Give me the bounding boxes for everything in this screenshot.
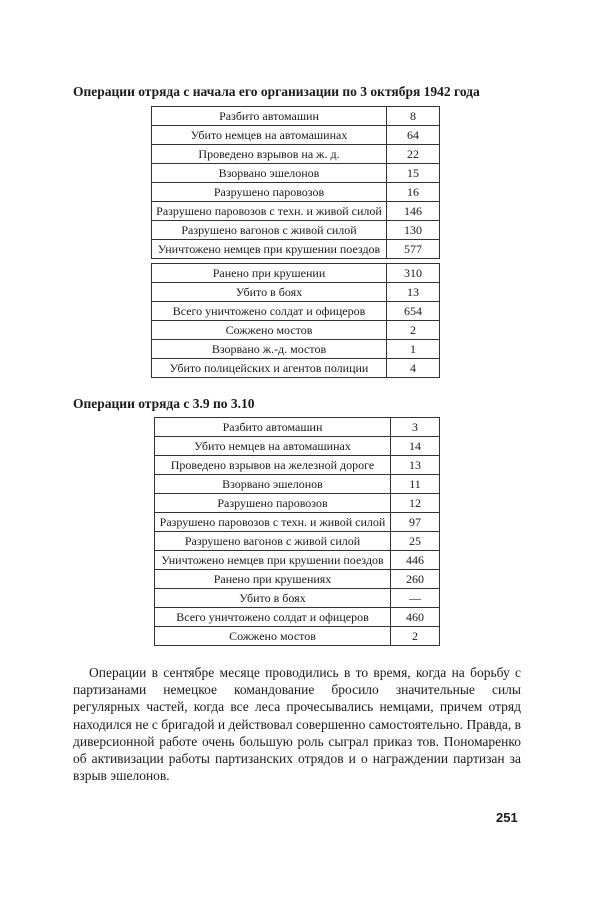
row-label: Ранено при крушениях: [155, 570, 391, 589]
table-row: [152, 164, 440, 183]
section1-title: Операции отряда с начала его организации по 3 октября 1942 года: [73, 84, 480, 99]
row-label: Всего уничтожено солдат и офицеров: [152, 302, 387, 321]
table-row: [155, 589, 440, 608]
row-value: 460: [391, 608, 440, 627]
body-paragraph: Операции в сентябре месяце проводились в то время, когда на борьбу с партизанами немецкое командование бросило значительные силы регулярных частей, когда все леса прочесывались немцами, причем отряд находился не с бригадой и действовал совершенно самостоятельно. Правда, в диверсионной работе очень большую роль сыграл приказ тов. Пономаренко об активизации работы партизанских отрядов и о награждении партизан за взрыв эшелонов.: [73, 665, 521, 784]
row-label: Разрушено паровозов с техн. и живой силой: [152, 202, 387, 221]
row-label: Разрушено паровозов с техн. и живой силой: [155, 513, 391, 532]
row-value: 97: [391, 513, 440, 532]
row-label: Разбито автомашин: [155, 418, 391, 437]
row-value: 22: [387, 145, 440, 164]
row-label: Убито в боях: [152, 283, 387, 302]
table-row: [155, 418, 440, 437]
row-label: Убито немцев на автомашинах: [155, 437, 391, 456]
table-row: [155, 570, 440, 589]
section2-title: Операции отряда с 3.9 по 3.10: [73, 396, 255, 411]
row-value: 13: [387, 283, 440, 302]
row-value: 14: [391, 437, 440, 456]
table-row: [152, 283, 440, 302]
table-row: [152, 240, 440, 259]
table-row: [155, 475, 440, 494]
row-label: Убито в боях: [155, 589, 391, 608]
row-value: 16: [387, 183, 440, 202]
table-row: [155, 608, 440, 627]
row-value: —: [391, 589, 440, 608]
row-label: Сожжено мостов: [155, 627, 391, 646]
row-label: Убито немцев на автомашинах: [152, 126, 387, 145]
table-row: [152, 321, 440, 340]
row-value: 146: [387, 202, 440, 221]
row-label: Взорвано эшелонов: [155, 475, 391, 494]
table-row: [155, 513, 440, 532]
row-label: Разрушено вагонов с живой силой: [155, 532, 391, 551]
table-row: [152, 107, 440, 126]
row-value: 654: [387, 302, 440, 321]
row-label: Сожжено мостов: [152, 321, 387, 340]
section1-table-b: [151, 263, 440, 378]
table-row: [152, 126, 440, 145]
row-value: 8: [387, 107, 440, 126]
table-row: [155, 437, 440, 456]
row-label: Всего уничтожено солдат и офицеров: [155, 608, 391, 627]
table-row: [155, 532, 440, 551]
row-label: Разрушено вагонов с живой силой: [152, 221, 387, 240]
row-value: 64: [387, 126, 440, 145]
row-value: 15: [387, 164, 440, 183]
row-label: Разбито автомашин: [152, 107, 387, 126]
row-value: 25: [391, 532, 440, 551]
row-label: Ранено при крушении: [152, 264, 387, 283]
table-row: [152, 302, 440, 321]
row-label: Уничтожено немцев при крушении поездов: [152, 240, 387, 259]
table-row: [152, 221, 440, 240]
table-row: [152, 340, 440, 359]
row-value: 3: [391, 418, 440, 437]
table-row: [152, 264, 440, 283]
table-row: [155, 627, 440, 646]
row-label: Взорвано эшелонов: [152, 164, 387, 183]
row-value: 310: [387, 264, 440, 283]
row-label: Уничтожено немцев при крушении поездов: [155, 551, 391, 570]
row-value: 11: [391, 475, 440, 494]
row-label: Проведено взрывов на железной дороге: [155, 456, 391, 475]
row-value: 1: [387, 340, 440, 359]
row-value: 13: [391, 456, 440, 475]
row-value: 2: [391, 627, 440, 646]
table-row: [152, 183, 440, 202]
row-value: 12: [391, 494, 440, 513]
row-value: 577: [387, 240, 440, 259]
row-value: 130: [387, 221, 440, 240]
row-value: 4: [387, 359, 440, 378]
table-row: [155, 551, 440, 570]
row-label: Убито полицейских и агентов полиции: [152, 359, 387, 378]
row-label: Взорвано ж.-д. мостов: [152, 340, 387, 359]
row-value: 260: [391, 570, 440, 589]
table-row: [152, 145, 440, 164]
table-row: [155, 494, 440, 513]
section1-table-a: [151, 106, 440, 259]
table-row: [155, 456, 440, 475]
row-label: Проведено взрывов на ж. д.: [152, 145, 387, 164]
row-value: 2: [387, 321, 440, 340]
row-label: Разрушено паровозов: [155, 494, 391, 513]
section2-table: [154, 417, 440, 646]
table-row: [152, 359, 440, 378]
row-value: 446: [391, 551, 440, 570]
row-label: Разрушено паровозов: [152, 183, 387, 202]
table-row: [152, 202, 440, 221]
page-number: 251: [496, 810, 518, 825]
